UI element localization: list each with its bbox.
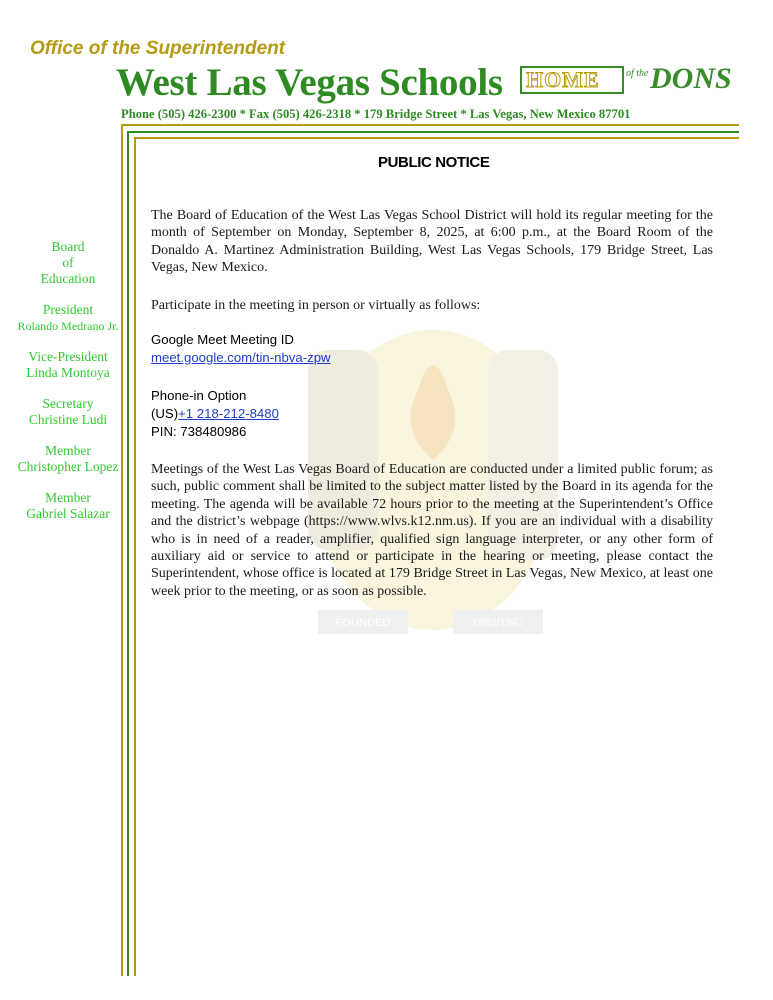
phone-link[interactable]: +1 218-212-8480 bbox=[178, 406, 279, 421]
watermark-years: 1892/1947 bbox=[472, 617, 524, 629]
pin-line: PIN: 738480986 bbox=[151, 424, 247, 439]
member-name: Rolando Medrano Jr. bbox=[17, 319, 119, 333]
member-role: President bbox=[42, 302, 94, 317]
member-name: Gabriel Salazar bbox=[26, 506, 110, 521]
phone-prefix: (US) bbox=[151, 406, 179, 421]
member-role: Member bbox=[45, 490, 91, 505]
meet-link-line bbox=[151, 349, 331, 366]
watermark-founded: FOUNDED bbox=[335, 617, 391, 629]
notice-title: PUBLIC NOTICE bbox=[378, 154, 490, 171]
board-member-vice-president bbox=[8, 349, 128, 381]
office-title: Office of the Superintendent bbox=[30, 38, 286, 59]
logo-of-the-text: of the bbox=[626, 68, 649, 79]
board-heading-line: Education bbox=[40, 271, 96, 286]
header-rule-gold-inner bbox=[134, 137, 739, 139]
contact-line: Phone (505) 426-2300 * Fax (505) 426-2318 * 179 Bridge Street * Las Vegas, New Mexico 87701 bbox=[121, 107, 631, 121]
member-role: Vice-President bbox=[28, 349, 108, 364]
meet-link[interactable]: meet.google.com/tin-nbva-zpw bbox=[151, 350, 331, 365]
member-name: Christopher Lopez bbox=[17, 459, 119, 474]
board-heading bbox=[8, 239, 128, 287]
board-heading-line: of bbox=[62, 255, 74, 270]
school-name: West Las Vegas Schools bbox=[116, 61, 503, 104]
logo-dons-text: DONS bbox=[650, 62, 732, 95]
board-of-education-sidebar bbox=[8, 239, 128, 537]
board-heading-line: Board bbox=[51, 239, 85, 254]
member-role: Member bbox=[45, 443, 91, 458]
phone-line bbox=[151, 405, 279, 422]
participate-paragraph: Participate in the meeting in person or virtually as follows: bbox=[151, 298, 481, 313]
meet-label: Google Meet Meeting ID bbox=[151, 332, 294, 347]
logo-home-text: HOME bbox=[520, 66, 624, 94]
public-forum-paragraph: Meetings of the West Las Vegas Board of Education are conducted under a limited public forum; as such, public comment shall be limited to the subject matter listed by the Board in its agenda for the meeting. The agenda will be available 72 hours prior to the meeting at the Superintendent’s Office and the district’s webpage (https://www.wlvs.k12.nm.us). If you are an individual with a disability who is in need of a reader, amplifier, qualified sign language interpreter, or any other form of auxiliary aid or service to attend or participate in the hearing or meeting, please contact the Superintendent, whose office is located at 179 Bridge Street in Las Vegas, New Mexico, at least one week prior to the meeting, or as soon as possible. bbox=[151, 462, 713, 599]
member-name: Linda Montoya bbox=[26, 365, 110, 380]
member-name: Christine Ludi bbox=[28, 412, 108, 427]
board-member-4 bbox=[8, 443, 128, 475]
board-member-secretary bbox=[8, 396, 128, 428]
frame-left-gold-inner bbox=[134, 137, 136, 976]
board-member-5 bbox=[8, 490, 128, 522]
phone-label: Phone-in Option bbox=[151, 388, 247, 403]
home-of-the-dons-logo bbox=[520, 64, 730, 104]
header-rule-gold bbox=[121, 124, 739, 126]
member-role: Secretary bbox=[42, 396, 94, 411]
header-rule-green bbox=[127, 131, 739, 133]
meeting-paragraph: The Board of Education of the West Las Vegas School District will hold its regular meeting for the month of September on Monday, September 8, 2025, at 6:00 p.m., at the Board Room of the Donaldo A. Martinez Administration Building, West Las Vegas Schools, 179 Bridge Street, Las Vegas, New Mexico. bbox=[151, 208, 713, 276]
board-member-president bbox=[8, 302, 128, 334]
